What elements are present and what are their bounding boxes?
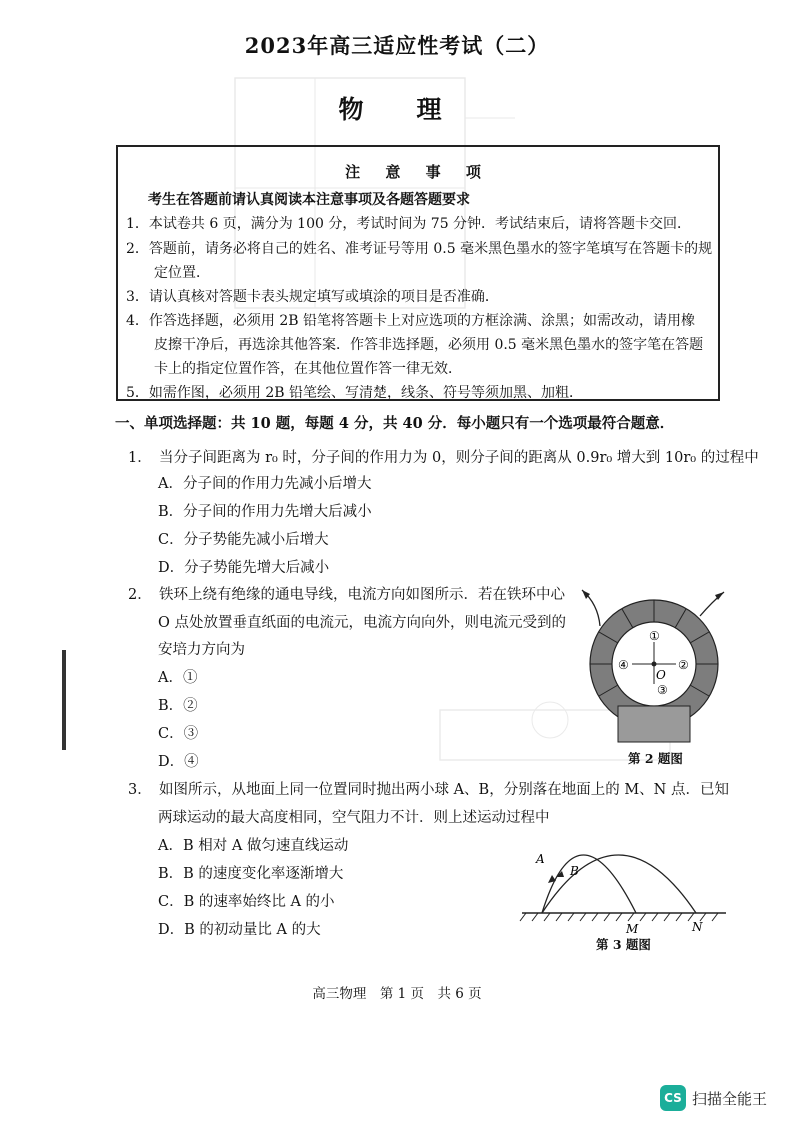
question-2-stem: O 点处放置垂直纸面的电流元，电流方向向外，则电流元受到的 <box>158 615 566 631</box>
question-1-option-b: B．分子间的作用力先增大后减小 <box>158 504 372 520</box>
question-1-option-a: A．分子间的作用力先减小后增大 <box>158 476 372 492</box>
question-3-stem: 两球运动的最大高度相同，空气阻力不计．则上述运动过程中 <box>158 810 550 826</box>
notice-item: 5．如需作图，必须用 2B 铅笔绘、写清楚，线条、符号等须加黑、加粗． <box>126 385 584 401</box>
notice-item: 皮擦干净后，再选涂其他答案．作答非选择题，必须用 0.5 毫米黑色墨水的签字笔在答题 <box>126 337 704 353</box>
notice-item: 3．请认真核对答题卡表头规定填写或填涂的项目是否准确． <box>126 289 499 305</box>
notice-item: 4．作答选择题，必须用 2B 铅笔将答题卡上对应选项的方框涂满、涂黑；如需改动，请用橡 <box>126 313 696 329</box>
label-1: ① <box>649 629 660 643</box>
question-3-option-a: A．B 相对 A 做匀速直线运动 <box>158 838 349 854</box>
trajectory-figure <box>518 835 730 935</box>
label-m: M <box>626 922 639 935</box>
notice-item: 1．本试卷共 6 页，满分为 100 分，考试时间为 75 分钟．考试结束后，请将答题卡交回． <box>126 216 692 232</box>
label-a: A <box>536 852 545 866</box>
notice-item: 2．答题前，请务必将自己的姓名、准考证号等用 0.5 毫米黑色墨水的签字笔填写在答题卡的规 <box>126 241 713 257</box>
question-2-option-a: A．① <box>158 670 198 686</box>
label-4: ④ <box>618 658 629 672</box>
question-3-option-b: B．B 的速度变化率逐渐增大 <box>158 866 344 882</box>
question-2-stem: 安培力方向为 <box>158 642 245 658</box>
question-3-option-c: C．B 的速率始终比 A 的小 <box>158 894 335 910</box>
camscanner-logo-icon: CS <box>660 1085 686 1111</box>
figure-3-caption: 第 3 题图 <box>596 937 651 952</box>
notice-subheading: 考生在答题前请认真阅读本注意事项及各题答题要求 <box>148 192 470 208</box>
notice-box <box>116 145 720 401</box>
label-n: N <box>692 920 703 934</box>
label-2: ② <box>678 658 689 672</box>
notice-item: 定位置． <box>126 265 210 281</box>
question-1-option-c: C．分子势能先减小后增大 <box>158 532 329 548</box>
notice-item: 卡上的指定位置作答，在其他位置作答一律无效． <box>126 361 462 377</box>
question-2-option-c: C．③ <box>158 726 199 742</box>
label-b: B <box>570 864 579 878</box>
question-1-option-d: D．分子势能先增大后减小 <box>158 560 330 576</box>
question-2-option-d: D．④ <box>158 754 199 770</box>
exam-title: 2023年高三适应性考试（二） <box>244 33 550 58</box>
question-2-option-b: B．② <box>158 698 198 714</box>
question-3-option-d: D．B 的初动量比 A 的大 <box>158 922 321 938</box>
page-footer: 高三物理 第 1 页 共 6 页 <box>312 986 482 1002</box>
question-1-stem: 1． 当分子间距离为 r₀ 时，分子间的作用力为 0，则分子间的距离从 0.9r₀ 增大到 10r₀ 的过程中 <box>128 450 759 466</box>
scan-edge-mark <box>62 650 66 750</box>
section-heading: 一、单项选择题：共 10 题，每题 4 分，共 40 分．每小题只有一个选项最符合题意． <box>115 415 675 432</box>
notice-heading: 注 意 事 项 <box>345 163 491 181</box>
scanner-watermark <box>660 1085 767 1111</box>
question-2-stem: 2． 铁环上绕有绝缘的通电导线，电流方向如图所示．若在铁环中心 <box>128 587 565 603</box>
question-3-stem: 3． 如图所示，从地面上同一位置同时抛出两小球 A、B，分别落在地面上的 M、N 点．已知 <box>128 782 729 798</box>
figure-2-caption: 第 2 题图 <box>628 751 683 766</box>
subject-title: 物 理 <box>338 95 456 124</box>
label-o: O <box>656 668 666 682</box>
iron-ring-figure <box>578 586 738 746</box>
scanner-app-name: 扫描全能王 <box>692 1089 768 1108</box>
label-3: ③ <box>657 683 668 697</box>
